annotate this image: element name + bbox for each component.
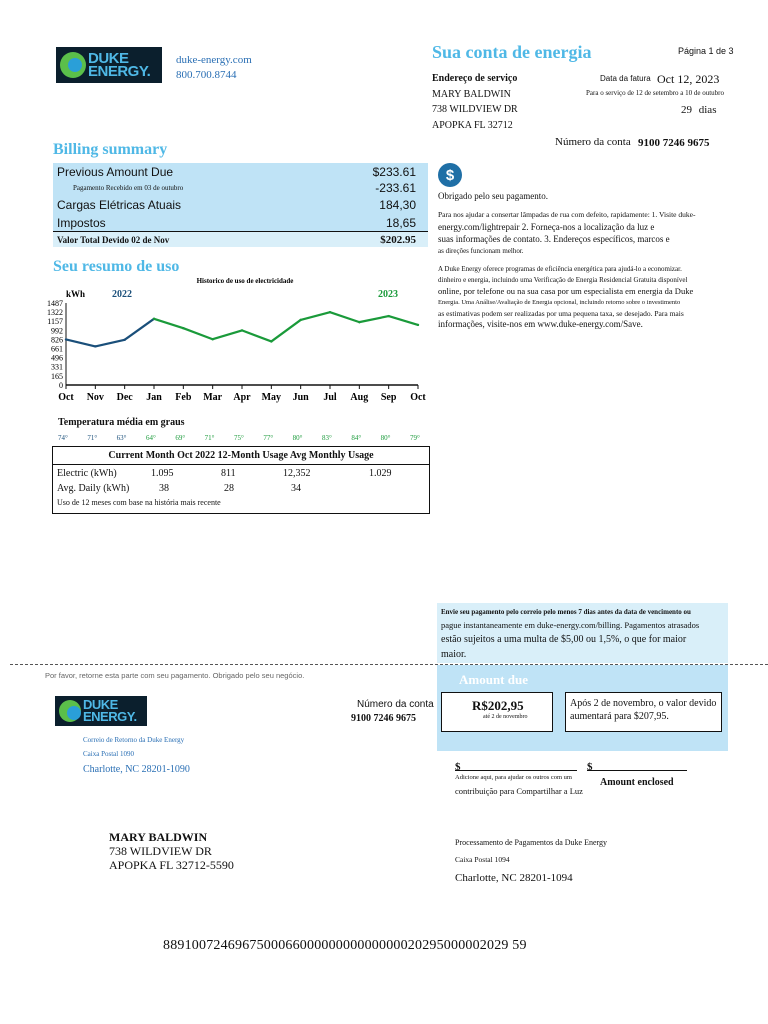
late-fee-line: Após 2 de novembro, o valor devido [570, 698, 717, 709]
billing-row-taxes [53, 214, 428, 231]
service-street: 738 WILDVIEW DR [432, 104, 518, 115]
chart-y-tick-label: 1157 [47, 317, 63, 327]
logo-text-line1: DUKE [83, 697, 118, 713]
account-number-label: Número da conta [555, 136, 631, 148]
chart-x-tick-label: Jan [146, 392, 162, 403]
temperature-value: 71° [87, 434, 98, 442]
chart-line-segment [95, 340, 124, 347]
chart-point [299, 319, 301, 321]
streetlight-message [438, 209, 695, 257]
chart-x-tick-label: Aug [350, 392, 369, 403]
billing-value: $233.61 [372, 164, 416, 179]
usage-cell: 12,352 [283, 468, 311, 479]
chart-x-tick-label: Jun [292, 392, 309, 403]
usage-table [52, 446, 430, 514]
chart-y-tick-label: 661 [51, 344, 63, 354]
streetlight-line: energy.com/lightrepair 2. Forneça-nos a localização da luz e [438, 222, 655, 232]
chart-point [329, 311, 331, 313]
days-label: dias [698, 104, 717, 116]
phone-number[interactable]: 800.700.8744 [176, 69, 237, 81]
billing-summary-box [53, 163, 428, 247]
share-light-line: Adicione aqui, para ajudar os outros com um [455, 774, 572, 781]
billing-label: Impostos [57, 215, 106, 230]
usage-chart [40, 272, 426, 407]
page-title: Sua conta de energia [432, 42, 592, 62]
billing-row-total [53, 231, 428, 247]
chart-line-segment [154, 319, 183, 328]
efficiency-line: Energia. Uma Análise/Avaliação de Energia opcional, incluindo retorno sobre o investimento [438, 299, 681, 306]
chart-x-tick-label: Jul [323, 392, 337, 403]
service-days [681, 104, 716, 116]
logo-text-line2: ENERGY. [83, 709, 137, 724]
usage-table-row [53, 480, 429, 495]
chart-x-tick-label: Oct [58, 392, 74, 403]
billing-row-charges [53, 196, 428, 214]
chart-series [65, 311, 419, 348]
share-light-line: contribuição para Compartilhar a Luz [455, 786, 583, 796]
chart-line-segment [125, 319, 154, 340]
chart-line-segment [389, 316, 418, 325]
usage-table-row [53, 465, 429, 480]
customer-name: MARY BALDWIN [109, 830, 208, 844]
chart-line-segment [66, 339, 95, 346]
thanks-message: Obrigado pelo seu pagamento. [438, 191, 548, 201]
dollar-sign: $ [587, 761, 593, 773]
amount-enclosed-label: Amount enclosed [600, 777, 674, 788]
amount-enclosed-field[interactable] [587, 757, 687, 771]
billing-value: -233.61 [375, 181, 416, 195]
return-address-line: Caixa Postal 1090 [83, 750, 134, 758]
usage-row-label: Electric (kWh) [57, 468, 117, 479]
temperature-value: 63° [116, 434, 127, 442]
chart-title: Historico de uso de electricidade [196, 277, 294, 285]
remit-notice-line: maior. [441, 649, 467, 660]
billing-summary-title: Billing summary [53, 141, 168, 158]
late-fee-box [565, 692, 722, 732]
temperature-value: 75° [234, 434, 244, 442]
dollar-sign: $ [455, 761, 461, 773]
remit-notice-box [437, 603, 728, 663]
chart-x-tick-label: Mar [203, 392, 223, 403]
streetlight-line: suas informações de contato. 3. Endereços específicos, marcos e [438, 234, 670, 244]
service-address-label: Endereço de serviço [432, 73, 518, 84]
billing-total-label: Valor Total Devido 02 de Nov [57, 234, 170, 245]
efficiency-line: A Duke Energy oferece programas de eficiência energética para ajudá-lo a economizar. [438, 265, 682, 273]
chart-x-tick-label: Feb [175, 392, 192, 403]
bill-date: Oct 12, 2023 [657, 72, 720, 86]
usage-summary-title: Seu resumo de uso [53, 258, 180, 275]
scanline: 889100724696750006600000000000000020295000002029 59 [163, 938, 527, 953]
customer-city: APOPKA FL 32712-5590 [109, 858, 234, 872]
account-number: 9100 7246 9675 [638, 137, 710, 149]
usage-cell: 34 [291, 483, 301, 494]
usage-cell: 1.029 [369, 468, 392, 479]
billing-label: Previous Amount Due [57, 164, 174, 179]
chart-line-segment [301, 312, 330, 320]
late-fee-line: aumentará para $207,95. [570, 711, 669, 722]
efficiency-line: informações, visite-nos em www.duke-energy.com/Save. [438, 319, 643, 329]
remit-notice-line: estão sujeitos a uma multa de $5,00 ou 1,5%, o que for maior [441, 634, 687, 645]
remit-account-number: 9100 7246 9675 [351, 713, 416, 724]
amount-due-value: R$202,95 [472, 698, 524, 713]
temperature-value: 79° [410, 434, 420, 442]
streetlight-line: as direções funcionam melhor. [438, 247, 524, 255]
amount-due-title: Amount due [459, 672, 528, 687]
chart-point [358, 321, 360, 323]
chart-point [211, 338, 213, 340]
chart-x-tick-label: Sep [380, 392, 397, 403]
chart-y-tick-label: 165 [51, 371, 63, 381]
return-note: Por favor, retorne esta parte com seu pagamento. Obrigado pelo seu negócio. [45, 671, 305, 680]
temperature-value: 80° [292, 434, 303, 442]
temperature-value: 80° [380, 434, 391, 442]
chart-y-tick-label: 1322 [47, 308, 63, 318]
dollar-icon: $ [438, 163, 462, 187]
chart-x-tick-label: Oct [410, 392, 426, 403]
usage-cell: 811 [221, 468, 236, 479]
billing-row-payment [53, 180, 428, 196]
duke-energy-logo-mark [60, 52, 86, 78]
chart-year-left: 2022 [112, 289, 132, 300]
temperature-value: 74° [58, 434, 68, 442]
remit-notice-line: pague instantaneamente em duke-energy.com/billing. Pagamentos atrasados [441, 620, 700, 630]
chart-line-segment [183, 328, 212, 339]
billing-row-previous [53, 163, 428, 180]
service-city: APOPKA FL 32712 [432, 120, 513, 131]
chart-line-segment [330, 312, 359, 322]
temperature-value: 84° [351, 434, 362, 442]
logo-text-line1: DUKE [88, 49, 129, 67]
chart-y-tick-label: 826 [51, 335, 63, 345]
service-period: Para o serviço de 12 de setembro a 10 de outubro [586, 89, 725, 97]
chart-point [387, 315, 389, 317]
efficiency-line: as estimativas podem ser realizadas por uma pequena taxa, se desejado. Para mais [438, 309, 684, 318]
chart-point [123, 339, 125, 341]
logo-text-line2: ENERGY. [88, 63, 151, 80]
billing-total-value: $202.95 [380, 233, 416, 246]
chart-line-segment [359, 316, 388, 322]
usage-row-label: Avg. Daily (kWh) [57, 483, 130, 494]
chart-x-tick-label: May [261, 392, 282, 403]
remit-notice-line: Envie seu pagamento pelo correio pelo menos 7 dias antes da data de vencimento ou [441, 608, 691, 616]
billing-value: 184,30 [379, 198, 416, 212]
usage-table-note: Uso de 12 meses com base na história mais recente [57, 498, 221, 507]
chart-x-tick-label: Nov [86, 392, 104, 403]
duke-energy-logo [56, 47, 162, 83]
chart-line-segment [213, 330, 242, 339]
streetlight-line: Para nos ajudar a consertar lâmpadas de rua com defeito, rapidamente: 1. Visite duke- [438, 210, 696, 219]
temperature-value: 64° [146, 434, 156, 442]
processing-address-line: Caixa Postal 1094 [455, 855, 510, 864]
billing-label: Pagamento Recebido em 03 de outubro [73, 184, 184, 192]
chart-point [65, 338, 67, 340]
chart-x-tick-label: Dec [116, 392, 133, 403]
chart-point [182, 327, 184, 329]
billing-value: 18,65 [385, 215, 416, 230]
website-link[interactable]: duke-energy.com [176, 54, 252, 66]
temperature-value: 71° [204, 434, 215, 442]
chart-y-tick-label: 992 [51, 326, 63, 336]
chart-line-segment [271, 320, 300, 342]
chart-point [153, 318, 155, 320]
chart-y-tick-label: 1487 [47, 299, 63, 308]
remit-account-label: Número da conta [357, 699, 434, 710]
chart-point [270, 340, 272, 342]
temperature-value: 77° [263, 434, 274, 442]
efficiency-message [438, 264, 693, 330]
duke-energy-logo [55, 696, 147, 726]
usage-table-header: Current Month Oct 2022 12-Month Usage Avg Monthly Usage [53, 447, 429, 465]
chart-point [241, 329, 243, 331]
temperature-row [40, 434, 420, 444]
bill-date-label: Data da fatura [600, 74, 651, 83]
amount-due-date: até 2 de novembro [483, 714, 528, 720]
temperature-value: 69° [175, 434, 186, 442]
processing-address-line: Charlotte, NC 28201-1094 [455, 872, 573, 884]
usage-cell: 28 [224, 483, 234, 494]
amount-due-panel [437, 665, 728, 751]
chart-ylabel: kWh [66, 289, 86, 299]
usage-cell: 1.095 [151, 468, 174, 479]
page-number: Página 1 de 3 [678, 46, 734, 56]
chart-y-tick-label: 331 [51, 362, 63, 372]
chart-line-segment [242, 330, 271, 341]
return-address-line: Correio de Retorno da Duke Energy [83, 736, 185, 744]
processing-address-line: Processamento de Pagamentos da Duke Energy [455, 838, 608, 847]
contribution-field[interactable] [455, 757, 577, 771]
amount-due-box [441, 692, 553, 732]
chart-y-tick-label: 0 [59, 381, 63, 390]
chart-y-axis [47, 299, 66, 390]
temperature-title: Temperatura média em graus [58, 417, 185, 428]
chart-point [417, 324, 419, 326]
customer-street: 738 WILDVIEW DR [109, 844, 212, 858]
efficiency-line: online, por telefone ou na sua casa por um especialista em energia da Duke [438, 286, 694, 296]
chart-y-tick-label: 496 [51, 353, 63, 363]
efficiency-line: dinheiro e energia, incluindo uma Verificação de Energia Residencial Gratuita disponível [438, 276, 688, 284]
service-name: MARY BALDWIN [432, 89, 511, 100]
days-number: 29 [681, 104, 692, 116]
chart-year-right: 2023 [378, 289, 398, 300]
chart-x-tick-label: Apr [233, 392, 251, 403]
chart-point [94, 345, 96, 347]
temperature-value: 83° [322, 434, 332, 442]
return-address-line: Charlotte, NC 28201-1090 [83, 764, 190, 775]
billing-label: Cargas Elétricas Atuais [57, 198, 182, 212]
duke-energy-logo-mark [59, 700, 81, 722]
chart-x-axis [58, 385, 426, 403]
usage-cell: 38 [159, 483, 169, 494]
